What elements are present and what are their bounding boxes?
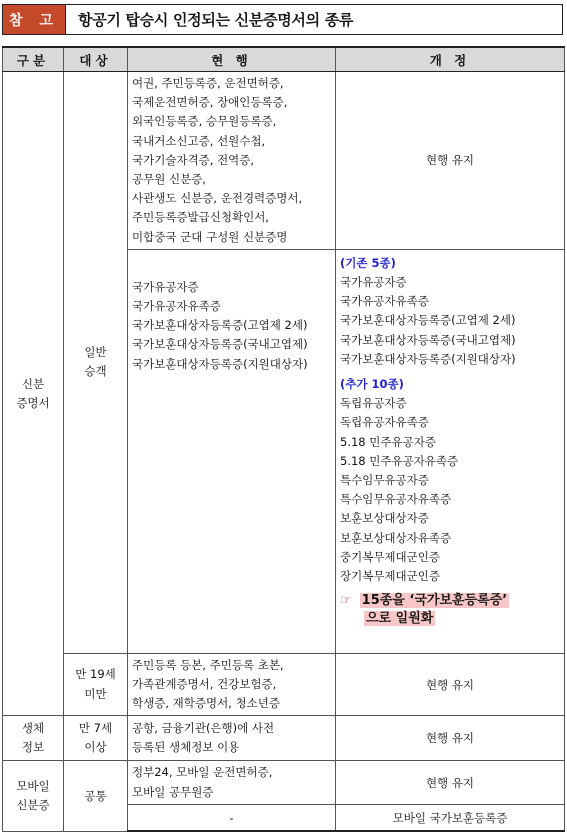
revised-biometric-keep: 현행 유지 [336, 716, 565, 761]
current-veteran-ids [128, 249, 336, 653]
reference-badge: 참 고 [3, 5, 66, 34]
added-heading: (추가 10종) [340, 377, 404, 392]
category-biometric [3, 716, 64, 761]
list-item: 국가유공자증 [132, 279, 199, 294]
list-item: 국가유공자증 [340, 275, 407, 290]
list-item: 정부24, 모바일 운전면허증, [132, 765, 273, 780]
list-item: 여권, 주민등록증, 운전면허증, [132, 76, 284, 90]
list-item: 국가유공자유족증 [340, 294, 429, 309]
list-item: 국가유공자유족증 [132, 299, 221, 314]
current-mobile-none: - [128, 804, 336, 831]
list-item: 사관생도 신분증, 운전경력증명서, [132, 191, 303, 206]
category-mobile-id [3, 761, 64, 831]
existing-list [340, 273, 560, 369]
list-item: 독립유공자증 [340, 396, 407, 411]
list-item: 5.18 민주유공자유족증 [340, 453, 459, 468]
list-item: 외국인등록증, 승무원등록증, [132, 114, 277, 129]
list-item: 국가보훈대상자등록증(국내고엽제) [340, 332, 516, 347]
revised-minor-keep: 현행 유지 [336, 653, 565, 716]
list-item: 국가보훈대상자등록증(고엽제 2세) [132, 318, 308, 333]
existing-heading: (기존 5종) [340, 255, 396, 270]
col-target: 대상 [64, 47, 128, 72]
col-revised: 개 정 [336, 47, 565, 72]
target-under-19 [64, 653, 128, 716]
text-line: 모바일 [16, 778, 50, 793]
col-category: 구분 [3, 47, 64, 72]
revised-mobile-veteran: 모바일 국가보훈등록증 [336, 804, 565, 831]
list-item: 중기복무제대군인증 [340, 549, 440, 564]
list-item: 가족관계증명서, 건강보험증, [132, 677, 277, 692]
current-general-ids [128, 72, 336, 250]
list-item: 모바일 공무원증 [132, 784, 214, 799]
text-line: 신분 [21, 376, 45, 391]
target-general-passenger [64, 72, 128, 654]
list-item: 보훈보상대상자유족증 [340, 530, 452, 545]
list-item: 국가보훈대상자등록증(지원대상자) [340, 351, 516, 366]
text-line: 만 7세 [78, 721, 113, 736]
text-line: 증명서 [16, 395, 50, 410]
revised-veteran-ids [336, 249, 565, 653]
list-item: 장기복무제대군인증 [340, 569, 440, 584]
list-item: 주민등록증발급신청확인서, [132, 210, 269, 225]
text-line: 미만 [84, 686, 107, 701]
target-common: 공통 [64, 761, 128, 831]
list-item: 특수임무유공자증 [340, 473, 429, 488]
text-line: 만 19세 [75, 667, 116, 682]
unification-note [340, 592, 509, 628]
list-item: 국가기술자격증, 전역증, [132, 152, 255, 167]
list-item: 등록된 생체정보 이용 [132, 740, 240, 755]
list-item: 학생증, 재학증명서, 청소년증 [132, 696, 280, 711]
list-item: 보훈보상대상자증 [340, 511, 429, 526]
page-title: 항공기 탑승시 인정되는 신분증명서의 종류 [78, 11, 354, 29]
current-minor-ids [128, 653, 336, 716]
list-item: 국가보훈대상자등록증(국내고엽제) [132, 337, 308, 352]
current-mobile-ids [128, 761, 336, 804]
list-item: 주민등록 등본, 주민등록 초본, [132, 657, 284, 672]
note-line-1: 15종을 ‘국가보훈등록증’ [361, 593, 508, 609]
current-biometric [128, 716, 336, 761]
text-line: 정보 [21, 740, 45, 755]
col-current: 현 행 [128, 47, 336, 72]
text-line: 승객 [84, 364, 107, 379]
id-document-table [2, 46, 565, 832]
target-age-7 [64, 716, 128, 761]
text-line: 신분증 [16, 798, 50, 813]
list-item: 국가보훈대상자등록증(지원대상자) [132, 356, 308, 371]
note-line-2: 으로 일원화 [366, 611, 434, 627]
title-bar [2, 4, 563, 35]
text-line: 생체 [21, 721, 45, 736]
list-item: 공항, 금융기관(은행)에 사전 [132, 721, 275, 736]
added-list [340, 394, 560, 586]
list-item: 국제운전면허증, 장애인등록증, [132, 95, 288, 110]
pointing-hand-icon: ☞ [340, 593, 352, 609]
list-item: 국내거소신고증, 선원수첩, [132, 133, 266, 148]
text-line: 일반 [84, 345, 107, 360]
list-item: 공무원 신분증, [132, 172, 206, 187]
revised-general-keep: 현행 유지 [336, 72, 565, 250]
category-id-documents [3, 72, 64, 716]
list-item: 독립유공자유족증 [340, 415, 429, 430]
list-item: 특수임무유공자유족증 [340, 492, 452, 507]
list-item: 국가보훈대상자등록증(고엽제 2세) [340, 313, 516, 328]
list-item: 미합중국 군대 구성원 신분증명 [132, 229, 288, 244]
list-item: 5.18 민주유공자증 [340, 434, 436, 449]
text-line: 이상 [84, 740, 107, 755]
revised-mobile-keep: 현행 유지 [336, 761, 565, 804]
